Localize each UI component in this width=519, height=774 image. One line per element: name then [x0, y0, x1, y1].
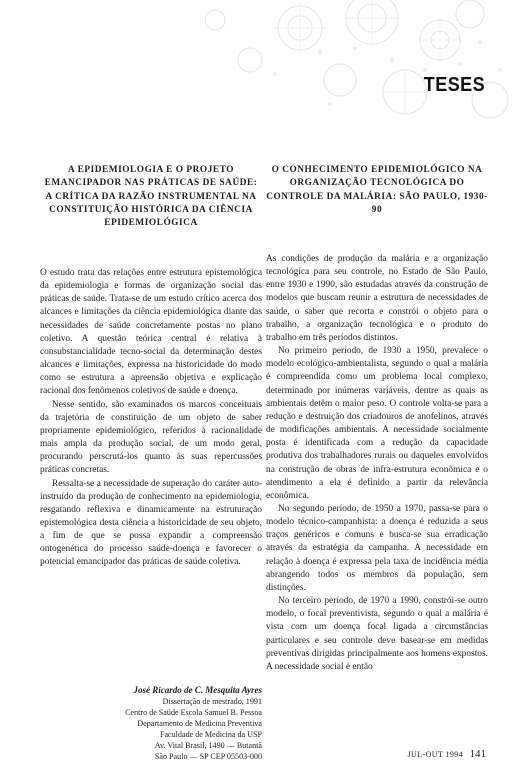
decorative-header-pattern [0, 0, 519, 130]
page-footer [408, 748, 486, 760]
author-detail: Centro de Saúde Escola Samuel B. Pessoa [125, 708, 262, 718]
left-article-title: A EPIDEMIOLOGIA E O PROJETO EMANCIPADOR NAS PRÁTICAS DE SAÚDE: A CRÍTICA DA RAZÃO INSTRUMENTAL NA CONSTITUIÇÃO HISTÓRICA DA CIÊNCIA EPIDEMIOLÓGICA [44, 165, 258, 229]
author-detail: Faculdade de Medicina da USP [159, 730, 262, 740]
paragraph: As condições de produção da malária e a organização tecnológica para seu controle, no Estado de São Paulo, entre 1930 e 1990, são estudadas através da construção de modelos que buscam reunir a estrutura de necessidades de saúde, o saber que recorta e constrói o objeto para o trabalho, a organização tecnológica e o produto do trabalho em três períodos distintos. [266, 254, 488, 343]
author-detail: Av. Vital Brasil, 1490 — Butantã [154, 741, 262, 751]
section-title: TESES [423, 74, 485, 96]
author-detail: Departamento de Medicina Preventiva [137, 719, 262, 729]
left-article-body [40, 267, 262, 570]
page-number: 141 [469, 748, 486, 760]
author-name: José Ricardo de C. Mesquita Ayres [133, 685, 262, 695]
paragraph: O estudo trata das relações entre estrutura epistemológica da epidemiologia e formas de organização social das práticas de saúde. Trata-se de um estudo crítico acerca dos alcances e limitações da ciência epidemiológica diante das necessidades de saúde concretamente postas no plano coletivo. A questão teórica central é relativa à consubstancialidade tecno-social da determinação destes alcances e limitações, expressa na historicidade do modo como se estrutura a apreensão objetiva e explicação racional dos fenômenos coletivos de saúde e doença. [40, 268, 262, 397]
right-article-title: O CONHECIMENTO EPIDEMIOLÓGICO NA ORGANIZAÇÃO TECNOLÓGICA DO CONTROLE DA MALÁRIA: SÃO PAULO, 1930-90 [266, 165, 488, 215]
author-block [40, 684, 262, 763]
paragraph: No primeiro período, de 1930 a 1950, prevalece o modelo ecológico-ambientalista, segundo o qual a malária é compreendida como um problema local complexo, determinado por inúmeras variáveis, dentre as quais as ambientais detêm o maior peso. O controle volta-se para a redução e destruição dos criadouros de anofelinos, através de modificações ambientais. A necessidade socialmente posta é identificada com a redução da capacidade produtiva dos trabalhadores rurais ou daqueles envolvidos na construção de obras de infra-estrutura econômica e o atendimento a ela é definido a partir da relevância econômica. [266, 346, 488, 501]
paragraph: Ressalta-se a necessidade de superação do caráter auto-instruído da produção de conhecimento na epidemiologia, resgatando reflexiva e dinamicamente na estruturação epistemológica desta ciência a historicidade de seu objeto, a fim de que se possa expandir a compreensão ontogenética do processo saúde-doença e favorecer o potencial emancipador das práticas de saúde coletiva. [40, 478, 262, 568]
issue-date: JUL-OUT 1994 [407, 750, 464, 759]
paragraph: Nesse sentido, são examinados os marcos conceituais da trajetória de constituição de um objeto de saber propriamente epidemiológico, referidos à racionalidade mais ampla da produção social, de um modo geral, procurando perscrutá-los quanto às suas repercussões práticas concretas. [40, 399, 262, 476]
paragraph: No segundo período, de 1950 a 1970, passa-se para o modelo técnico-campanhista: a doença é reduzida a seus traços genéricos e comuns e busca-se sua erradicação através da estratégia da campanha. A necessidade em relação à doença é expressa pela taxa de incidência média abrangendo todos os membros da população, sem distinções. [266, 503, 488, 593]
author-detail: Dissertação de mestrado, 1991 [162, 697, 262, 706]
right-article-body [266, 253, 488, 674]
paragraph: No terceiro período, de 1970 a 1990, constrói-se outro modelo, o focal preventivista, segundo o qual a malária é vista com um doença focal ligada a circunstâncias particulares e seu controle deve basear-se em medidas preventivas dirigidas principalmente aos homens expostos. A necessidade social é então [266, 596, 488, 672]
author-detail: São Paulo — SP CEP 05503-000 [154, 752, 262, 762]
